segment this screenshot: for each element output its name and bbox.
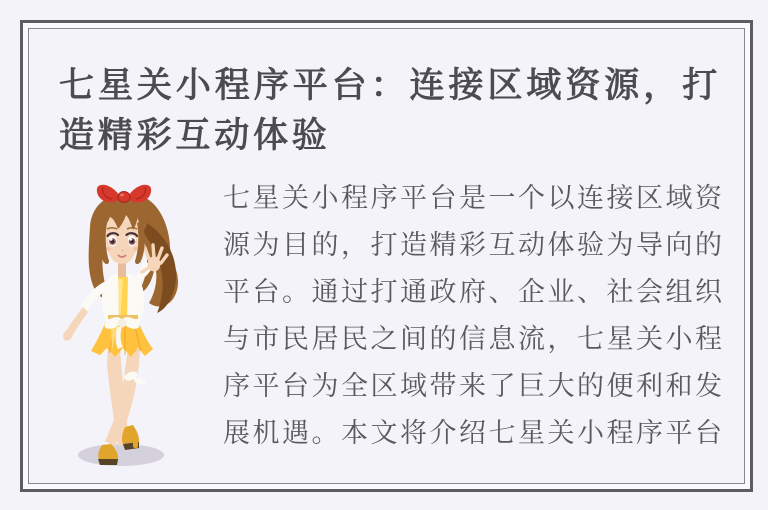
ground-shadow — [78, 444, 164, 466]
body-line: 序平台为全区域带来了巨大的便利和发 — [223, 371, 725, 401]
body-line: 源为目的，打造精彩互动体验为导向的 — [223, 230, 725, 260]
mascot-drawing — [45, 173, 235, 473]
outer-frame — [20, 20, 753, 492]
body-line: 与市民居民之间的信息流，七星关小程 — [223, 324, 725, 354]
body-line: 平台。通过打通政府、企业、社会组织 — [223, 277, 725, 307]
article-title: 七星关小程序平台：连接区域资源，打造精彩互动体验 — [59, 66, 721, 155]
body-line: 七星关小程序平台是一个以连接区域资 — [223, 183, 725, 213]
body-line: 展机遇。本文将介绍七星关小程序平台 — [223, 418, 725, 448]
article-body — [223, 173, 744, 457]
anime-girl-mascot — [29, 173, 223, 473]
inner-frame — [28, 28, 745, 484]
content-row — [29, 173, 744, 473]
girl-hair-bow — [97, 185, 151, 203]
